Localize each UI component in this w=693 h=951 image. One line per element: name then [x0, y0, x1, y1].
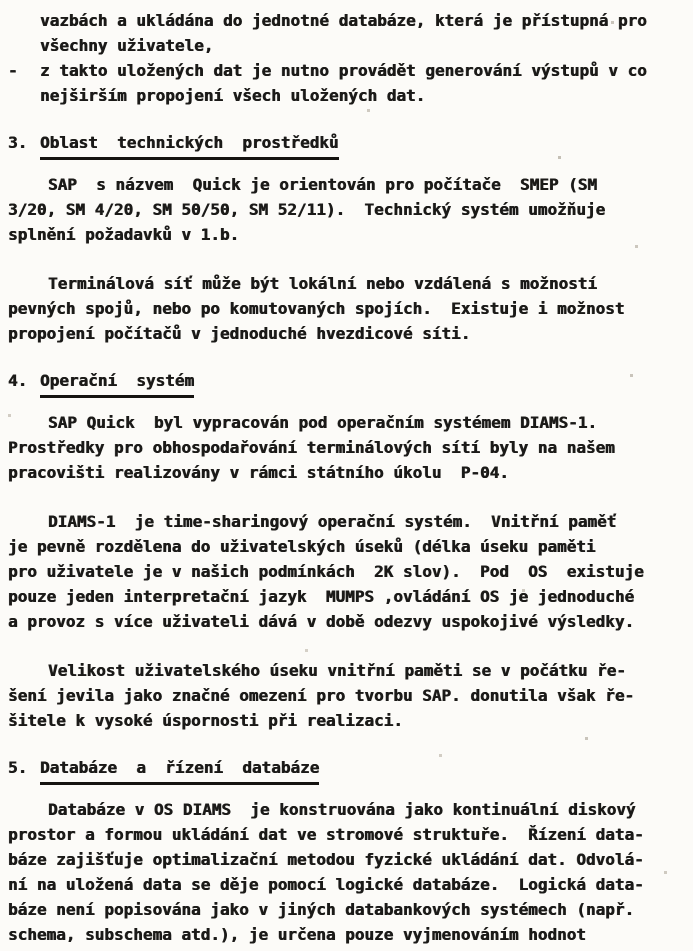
list-item — [8, 58, 687, 108]
text-line: je pevně rozdělena do uživatelských úseků (délka úseku paměti — [8, 537, 596, 556]
text-line: ní na uložená data se děje pomocí logické databáze. Logická data- — [8, 875, 644, 894]
paragraph — [8, 410, 687, 485]
text-line: prostor a formou ukládání dat ve stromové struktuře. Řízení data- — [8, 825, 644, 844]
text-line: DIAMS-1 je time-sharingový operační systém. Vnitřní paměť — [48, 512, 617, 531]
paragraph — [8, 509, 687, 634]
list-continuation — [8, 8, 687, 108]
paragraph — [8, 658, 687, 733]
text-line: a provoz s více uživateli dává v době odezvy uspokojivé výsledky. — [8, 612, 635, 631]
text-line: z takto uložených dat je nutno provádět generování výstupů v co — [40, 61, 647, 80]
paragraph — [8, 797, 687, 947]
list-item — [8, 8, 687, 58]
text-line: pro uživatele je v našich podmínkách 2K slov). Pod OS existuje — [8, 562, 644, 581]
text-line: všechny uživatele, — [40, 36, 214, 55]
text-line: Databáze v OS DIAMS je konstruována jako kontinuální diskový — [48, 800, 636, 819]
text-line: Velikost uživatelského úseku vnitřní paměti se v počátku ře- — [48, 661, 626, 680]
section-title: Operační systém — [40, 368, 194, 398]
paragraph — [8, 271, 687, 346]
section-technical-resources — [8, 130, 687, 346]
text-line: Prostředky pro obhospodařování terminálových sítí byly na našem — [8, 438, 615, 457]
text-line: šení jevila jako značné omezení pro tvorbu SAP. donutila však ře- — [8, 686, 635, 705]
section-operating-system — [8, 368, 687, 733]
text-line: schema, subschema atd.), je určena pouze vyjmenováním hodnot — [8, 925, 586, 944]
text-line: báze zajišťuje optimalizační metodou fyzické ukládání dat. Odvolá- — [8, 850, 644, 869]
section-heading — [8, 755, 687, 785]
list-item-marker: - — [8, 61, 18, 80]
paragraph — [8, 172, 687, 247]
text-line: pevných spojů, nebo po komutovaných spojích. Existuje i možnost — [8, 299, 625, 318]
section-heading — [8, 368, 687, 398]
section-title: Databáze a řízení databáze — [40, 755, 319, 785]
text-line: nejširším propojení všech uložených dat. — [40, 86, 426, 105]
section-title: Oblast technických prostředků — [40, 130, 339, 160]
section-number: 4. — [8, 371, 28, 390]
section-number: 5. — [8, 758, 28, 777]
text-line: báze není popisována jako v jiných databankových systémech (např. — [8, 900, 635, 919]
section-heading — [8, 130, 687, 160]
text-line: vazbách a ukládána do jednotné databáze, která je přístupná pro — [40, 11, 647, 30]
text-line: Terminálová síť může být lokální nebo vzdálená s možností — [48, 274, 598, 293]
text-line: SAP Quick byl vypracován pod operačním systémem DIAMS-1. — [48, 413, 598, 432]
text-line: pouze jeden interpretační jazyk MUMPS ,ovládání OS je jednoduché — [8, 587, 635, 606]
text-line: pracovišti realizovány v rámci státního úkolu P-04. — [8, 463, 509, 482]
text-line: šitele k vysoké úspornosti při realizaci. — [8, 711, 403, 730]
section-number: 3. — [8, 133, 28, 152]
section-database — [8, 755, 687, 947]
text-line: 3/20, SM 4/20, SM 50/50, SM 52/11). Technický systém umožňuje — [8, 200, 606, 219]
text-line: propojení počítačů v jednoduché hvezdicové síti. — [8, 324, 471, 343]
text-line: splnění požadavků v 1.b. — [8, 225, 240, 244]
text-line: SAP s názvem Quick je orientován pro počítače SMEP (SM — [48, 175, 598, 194]
